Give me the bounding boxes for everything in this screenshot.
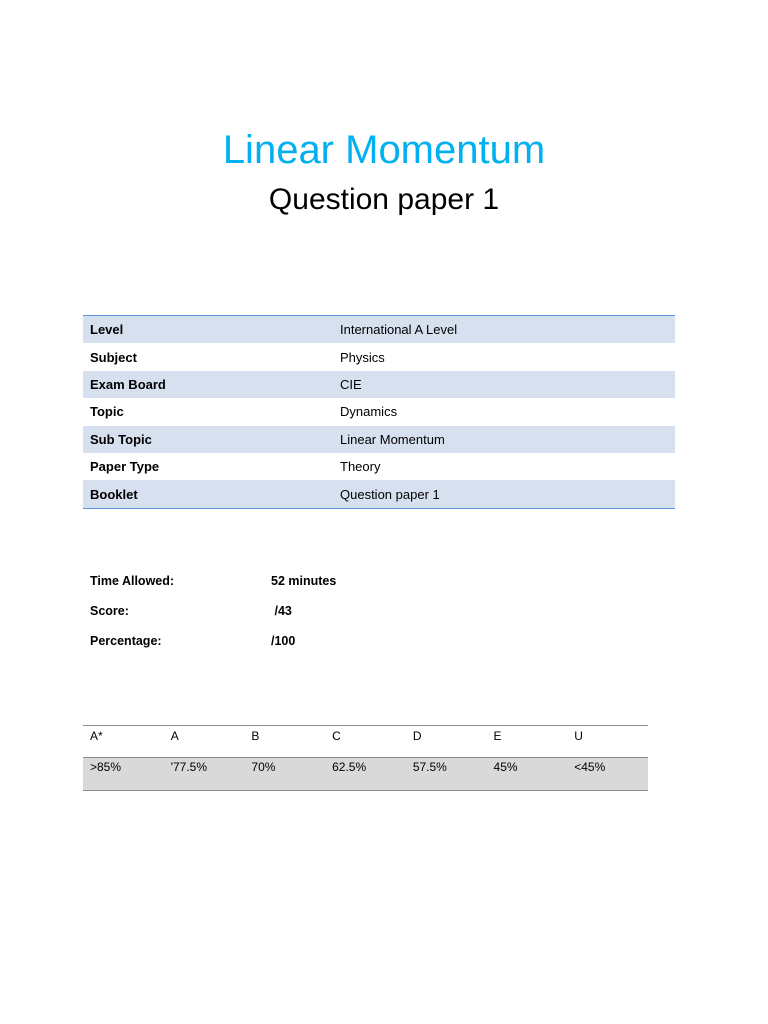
info-value: Theory [340, 459, 381, 475]
info-label: Topic [90, 404, 124, 420]
stat-value: /100 [271, 634, 296, 648]
stat-time-allowed [90, 568, 490, 598]
percentage-cell: 57.5% [406, 758, 487, 791]
percentage-row [83, 758, 648, 791]
grade-boundaries-table [83, 725, 648, 791]
info-value: Linear Momentum [333, 426, 675, 453]
info-value: Question paper 1 [333, 480, 675, 508]
info-value: International A Level [333, 316, 675, 344]
info-row-subject [83, 343, 675, 370]
info-row-paper-type [83, 453, 675, 480]
info-row-topic [83, 398, 675, 425]
grade-cell: B [244, 726, 325, 758]
stat-label: Percentage: [90, 634, 162, 648]
grade-cell: E [487, 726, 568, 758]
info-value: CIE [333, 371, 675, 398]
percentage-cell: 45% [487, 758, 568, 791]
stat-value: 52 minutes [271, 574, 337, 588]
info-label: Exam Board [83, 371, 333, 398]
info-label: Paper Type [90, 459, 160, 475]
page-subtitle: Question paper 1 [268, 183, 500, 216]
grade-row [83, 726, 648, 758]
percentage-cell: >85% [83, 758, 164, 791]
stat-score [90, 598, 490, 628]
info-row-sub-topic [83, 426, 675, 453]
info-value: Physics [340, 349, 385, 365]
exam-stats [90, 568, 490, 658]
info-label: Level [83, 316, 333, 344]
stat-label: Time Allowed: [90, 574, 175, 588]
info-value: Dynamics [340, 404, 398, 420]
percentage-cell: '77.5% [164, 758, 245, 791]
stat-label: Score: [90, 604, 129, 618]
percentage-cell: 62.5% [325, 758, 406, 791]
info-row-exam-board [83, 371, 675, 398]
stat-percentage [90, 628, 490, 658]
info-label: Booklet [83, 480, 333, 508]
info-row-booklet [83, 480, 675, 508]
info-row-level [83, 316, 675, 344]
grade-cell: A* [83, 726, 164, 758]
percentage-cell: <45% [567, 758, 648, 791]
grade-cell: U [567, 726, 648, 758]
grade-cell: C [325, 726, 406, 758]
info-label: Sub Topic [83, 426, 333, 453]
stat-value: /43 [271, 604, 292, 618]
grade-cell: A [164, 726, 245, 758]
page-title: Linear Momentum [222, 128, 546, 172]
grade-cell: D [406, 726, 487, 758]
info-label: Subject [90, 349, 137, 365]
percentage-cell: 70% [244, 758, 325, 791]
info-table [83, 315, 675, 509]
